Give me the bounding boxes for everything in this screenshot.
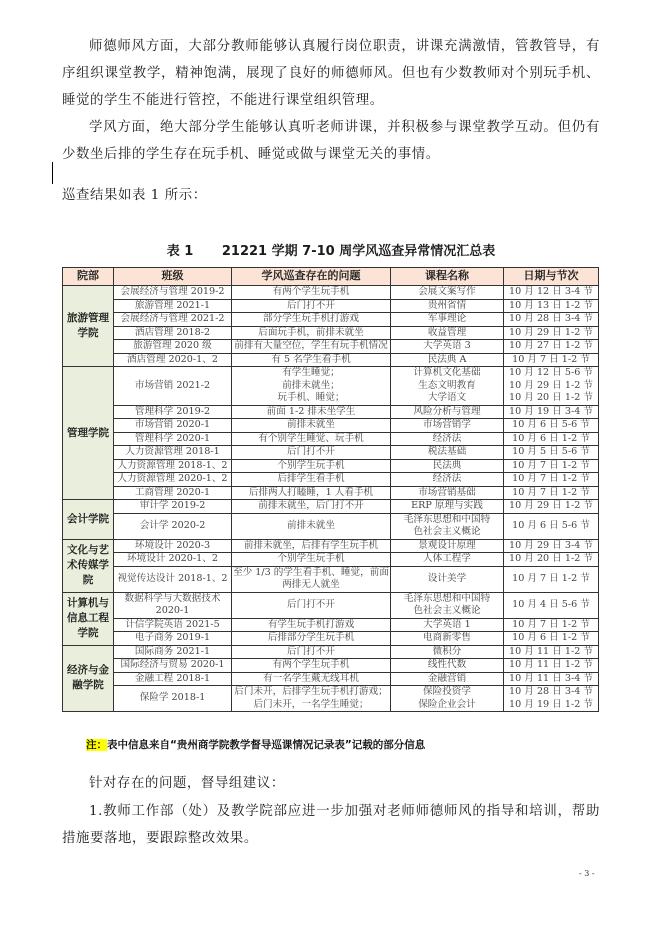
issue-cell: 前排未就坐 bbox=[232, 513, 391, 539]
date-cell: 10 月 6 日 1-2 节 bbox=[504, 632, 599, 646]
table-row bbox=[63, 486, 599, 500]
date-cell: 10 月 6 日 1-2 节 bbox=[504, 432, 599, 446]
table-caption bbox=[62, 240, 600, 259]
table-row bbox=[63, 513, 599, 539]
table-row bbox=[63, 340, 599, 354]
course-cell: 景观设计原理 bbox=[391, 539, 504, 553]
dept-cell: 会计学院 bbox=[63, 500, 114, 540]
table-row bbox=[63, 353, 599, 367]
issue-cell: 前排有大量空位，学生有玩手机情况 bbox=[232, 340, 391, 354]
date-cell: 10 月 7 日 1-2 节 bbox=[504, 486, 599, 500]
table-row bbox=[63, 592, 599, 618]
course-cell: 经济法 bbox=[391, 473, 504, 487]
date-cell: 10 月 5 日 5-6 节 bbox=[504, 446, 599, 460]
date-cell: 10 月 29 日 1-2 节 bbox=[504, 326, 599, 340]
class-cell: 会展经济与管理 2019-2 bbox=[114, 286, 232, 300]
date-cell: 10 月 4 日 5-6 节 bbox=[504, 592, 599, 618]
class-cell: 工商管理 2020-1 bbox=[114, 486, 232, 500]
course-cell: 民法典 bbox=[391, 459, 504, 473]
dept-cell: 经济与金融学院 bbox=[63, 645, 114, 712]
col-header-date: 日期与节次 bbox=[504, 268, 599, 286]
class-cell: 环境设计 2020-1、2 bbox=[114, 553, 232, 567]
table-row bbox=[63, 446, 599, 460]
table-row bbox=[63, 645, 599, 659]
col-header-dept: 院部 bbox=[63, 268, 114, 286]
table-row bbox=[63, 286, 599, 300]
class-cell: 国际商务 2021-1 bbox=[114, 645, 232, 659]
issue-cell-line: 后门未开，一名学生睡觉； bbox=[253, 698, 369, 710]
table-row bbox=[63, 500, 599, 514]
class-cell: 国际经济与贸易 2020-1 bbox=[114, 659, 232, 673]
course-cell: 人体工程学 bbox=[391, 553, 504, 567]
date-cell: 10 月 29 日 1-2 节 bbox=[504, 500, 599, 514]
dept-cell: 旅游管理学院 bbox=[63, 286, 114, 367]
date-cell: 10 月 7 日 1-2 节 bbox=[504, 459, 599, 473]
course-cell: 微积分 bbox=[391, 645, 504, 659]
table-caption-label: 表 1 bbox=[166, 244, 194, 259]
course-cell: 设计美学 bbox=[391, 566, 504, 592]
class-cell: 管理科学 2019-2 bbox=[114, 405, 232, 419]
class-cell bbox=[114, 592, 232, 618]
course-cell: 贵州省情 bbox=[391, 299, 504, 313]
class-cell: 保险学 2018-1 bbox=[114, 686, 232, 712]
suggestions-intro: 针对存在的问题，督导组建议： bbox=[89, 776, 285, 791]
class-cell: 环境设计 2020-3 bbox=[114, 539, 232, 553]
suggestion-item-1: 1.教师工作部（处）及教学院部应进一步加强对老师师德师风的指导和培训，帮助措施要落地，要跟踪整改效果。 bbox=[62, 804, 600, 846]
table-row bbox=[63, 659, 599, 673]
date-cell-line: 10 月 29 日 1-2 节 bbox=[509, 379, 593, 391]
date-cell: 10 月 27 日 1-2 节 bbox=[504, 340, 599, 354]
issue-cell: 后排学生看手机 bbox=[232, 473, 391, 487]
course-cell-line: 毛泽东思想和中国特 bbox=[403, 592, 491, 604]
course-cell: 电商新零售 bbox=[391, 632, 504, 646]
issue-cell-line: 有学生睡觉； bbox=[282, 367, 340, 378]
col-header-course: 课程名称 bbox=[391, 268, 504, 286]
table-row bbox=[63, 326, 599, 340]
table-row bbox=[63, 313, 599, 327]
table-row bbox=[63, 632, 599, 646]
issue-cell: 后门打不开 bbox=[232, 592, 391, 618]
course-cell-line: 生态文明教育 bbox=[418, 379, 476, 391]
date-cell: 10 月 6 日 5-6 节 bbox=[504, 513, 599, 539]
course-cell: 大学英语 3 bbox=[391, 340, 504, 354]
class-cell: 金融工程 2018-1 bbox=[114, 672, 232, 686]
date-cell: 10 月 6 日 5-6 节 bbox=[504, 419, 599, 433]
course-cell: ERP 原理与实践 bbox=[391, 500, 504, 514]
issue-cell: 有一名学生戴无线耳机 bbox=[232, 672, 391, 686]
table-row bbox=[63, 432, 599, 446]
issue-cell: 有个别学生睡觉、玩手机 bbox=[232, 432, 391, 446]
table-row bbox=[63, 299, 599, 313]
issue-cell: 后门打不开 bbox=[232, 645, 391, 659]
table-row bbox=[63, 367, 599, 406]
date-cell: 10 月 28 日 3-4 节 bbox=[504, 313, 599, 327]
issue-cell bbox=[232, 686, 391, 712]
class-cell: 人力资源管理 2018-1 bbox=[114, 446, 232, 460]
table-row bbox=[63, 686, 599, 712]
course-cell: 风险分析与管理 bbox=[391, 405, 504, 419]
issue-cell: 前排未就坐，后排有学生玩手机 bbox=[232, 539, 391, 553]
date-cell: 10 月 11 日 1-2 节 bbox=[504, 659, 599, 673]
note-text: 表中信息来自“贵州商学院教学督导巡课情况记录表”记载的部分信息 bbox=[107, 739, 426, 751]
issue-cell: 后面玩手机，前排未就坐 bbox=[232, 326, 391, 340]
dept-cell: 计算机与信息工程学院 bbox=[63, 592, 114, 645]
paragraph-results-intro: 巡查结果如表 1 所示： bbox=[62, 188, 207, 203]
class-cell: 审计学 2019-2 bbox=[114, 500, 232, 514]
issue-cell: 有两个学生玩手机 bbox=[232, 659, 391, 673]
date-cell: 10 月 19 日 3-4 节 bbox=[504, 405, 599, 419]
table-row bbox=[63, 539, 599, 553]
issue-cell: 前排未就坐 bbox=[232, 419, 391, 433]
date-cell: 10 月 7 日 1-2 节 bbox=[504, 618, 599, 632]
inspection-summary-table bbox=[62, 267, 599, 712]
table-row bbox=[63, 672, 599, 686]
issue-cell: 部分学生玩手机打游戏 bbox=[232, 313, 391, 327]
dept-cell: 管理学院 bbox=[63, 367, 114, 500]
paragraph-study-style: 学风方面，绝大部分学生能够认真听老师讲课，并积极参与课堂教学互动。但仍有少数坐后排的学生存在玩手机、睡觉或做与课堂无关的事情。 bbox=[62, 120, 600, 162]
date-cell-line: 10 月 12 日 5-6 节 bbox=[509, 367, 593, 378]
date-cell-line: 10 月 28 日 3-4 节 bbox=[509, 686, 593, 697]
course-cell-line: 色社会主义概论 bbox=[413, 526, 481, 537]
col-header-issue: 学风巡查存在的问题 bbox=[232, 268, 391, 286]
table-row bbox=[63, 419, 599, 433]
date-cell bbox=[504, 367, 599, 406]
table-row bbox=[63, 553, 599, 567]
col-header-class: 班级 bbox=[114, 268, 232, 286]
date-cell: 10 月 7 日 1-2 节 bbox=[504, 353, 599, 367]
course-cell-line: 大学语文 bbox=[427, 392, 467, 403]
issue-cell-line: 两排无人就坐 bbox=[282, 579, 340, 590]
class-cell: 会展经济与管理 2021-2 bbox=[114, 313, 232, 327]
course-cell-line: 保险企业会计 bbox=[418, 698, 476, 710]
course-cell: 线性代数 bbox=[391, 659, 504, 673]
issue-cell bbox=[232, 566, 391, 592]
date-cell: 10 月 20 日 1-2 节 bbox=[504, 553, 599, 567]
course-cell bbox=[391, 686, 504, 712]
issue-cell: 前排未就坐，后门打不开 bbox=[232, 500, 391, 514]
table-row bbox=[63, 473, 599, 487]
issue-cell bbox=[232, 367, 391, 406]
course-cell: 军事理论 bbox=[391, 313, 504, 327]
course-cell bbox=[391, 367, 504, 406]
class-cell: 市场营销 2021-2 bbox=[114, 367, 232, 406]
date-cell: 10 月 7 日 1-2 节 bbox=[504, 566, 599, 592]
date-cell: 10 月 13 日 1-2 节 bbox=[504, 299, 599, 313]
class-cell: 市场营销 2020-1 bbox=[114, 419, 232, 433]
table-caption-title: 21221 学期 7-10 周学风巡查异常情况汇总表 bbox=[221, 244, 496, 259]
date-cell: 10 月 11 日 1-2 节 bbox=[504, 645, 599, 659]
issue-cell-line: 玩手机、睡觉； bbox=[277, 392, 345, 403]
table-row bbox=[63, 566, 599, 592]
table-row bbox=[63, 618, 599, 632]
course-cell-line: 计算机文化基础 bbox=[413, 367, 481, 378]
table-note bbox=[86, 737, 425, 752]
issue-cell: 个别学生玩手机 bbox=[232, 553, 391, 567]
class-cell: 旅游管理 2020 级 bbox=[114, 340, 232, 354]
course-cell: 市场营销基础 bbox=[391, 486, 504, 500]
issue-cell-line: 后门未开，后排学生玩手机打游戏； bbox=[234, 686, 388, 697]
issue-cell: 个别学生玩手机 bbox=[232, 459, 391, 473]
revision-change-bar bbox=[52, 162, 53, 184]
note-label: 注： bbox=[86, 739, 107, 751]
course-cell: 税法基础 bbox=[391, 446, 504, 460]
class-cell: 人力资源管理 2018-1、2 bbox=[114, 459, 232, 473]
course-cell-line: 色社会主义概论 bbox=[413, 605, 481, 616]
date-cell: 10 月 11 日 3-4 节 bbox=[504, 672, 599, 686]
date-cell bbox=[504, 686, 599, 712]
class-cell: 酒店管理 2020-1、2 bbox=[114, 353, 232, 367]
course-cell-line: 保险投资学 bbox=[423, 686, 471, 697]
issue-cell: 后门打不开 bbox=[232, 446, 391, 460]
table-row bbox=[63, 459, 599, 473]
issue-cell: 有 5 名学生看手机 bbox=[232, 353, 391, 367]
dept-cell: 文化与艺术传媒学院 bbox=[63, 539, 114, 592]
table-header-row bbox=[63, 268, 599, 286]
date-cell: 10 月 7 日 1-2 节 bbox=[504, 473, 599, 487]
table-body bbox=[63, 286, 599, 712]
page-number: - 3 - bbox=[579, 869, 595, 878]
course-cell: 收益管理 bbox=[391, 326, 504, 340]
course-cell: 经济法 bbox=[391, 432, 504, 446]
date-cell-line: 10 月 20 日 1-2 节 bbox=[509, 392, 593, 403]
date-cell: 10 月 29 日 3-4 节 bbox=[504, 539, 599, 553]
issue-cell: 有学生玩手机打游戏 bbox=[232, 618, 391, 632]
course-cell-line: 毛泽东思想和中国特 bbox=[403, 513, 491, 525]
class-cell: 人力资源管理 2020-1、2 bbox=[114, 473, 232, 487]
class-cell: 管理科学 2020-1 bbox=[114, 432, 232, 446]
class-cell: 酒店管理 2018-2 bbox=[114, 326, 232, 340]
class-cell-line: 2020-1 bbox=[155, 605, 190, 616]
paragraph-teacher-ethics: 师德师风方面，大部分教师能够认真履行岗位职责，讲课充满激情，管教管导，有序组织课堂教学，精神饱满，展现了良好的师德师风。但也有少数教师对个别玩手机、睡觉的学生不能进行管控，不能进行课堂组织管理。 bbox=[62, 39, 600, 108]
issue-cell-line: 至少 1/3 的学生看手机、睡觉，前面 bbox=[233, 566, 389, 578]
table-row bbox=[63, 405, 599, 419]
class-cell: 视觉传达设计 2018-1、2 bbox=[114, 566, 232, 592]
course-cell: 大学英语 1 bbox=[391, 618, 504, 632]
class-cell: 计信学院英语 2021-5 bbox=[114, 618, 232, 632]
course-cell: 市场营销学 bbox=[391, 419, 504, 433]
issue-cell: 后排部分学生玩手机 bbox=[232, 632, 391, 646]
course-cell: 民法典 A bbox=[391, 353, 504, 367]
class-cell-line: 数据科学与大数据技术 bbox=[124, 592, 221, 604]
date-cell-line: 10 月 19 日 1-2 节 bbox=[509, 698, 593, 710]
issue-cell-line: 前排未就坐； bbox=[282, 379, 340, 391]
issue-cell: 有两个学生玩手机 bbox=[232, 286, 391, 300]
class-cell: 旅游管理 2021-1 bbox=[114, 299, 232, 313]
issue-cell: 前面 1-2 排未坐学生 bbox=[232, 405, 391, 419]
course-cell bbox=[391, 592, 504, 618]
issue-cell: 后排两人打瞌睡，1 人看手机 bbox=[232, 486, 391, 500]
class-cell: 电子商务 2019-1 bbox=[114, 632, 232, 646]
course-cell: 会展文案写作 bbox=[391, 286, 504, 300]
course-cell: 金融营销 bbox=[391, 672, 504, 686]
issue-cell: 后门打不开 bbox=[232, 299, 391, 313]
course-cell bbox=[391, 513, 504, 539]
date-cell: 10 月 12 日 3-4 节 bbox=[504, 286, 599, 300]
class-cell: 会计学 2020-2 bbox=[114, 513, 232, 539]
